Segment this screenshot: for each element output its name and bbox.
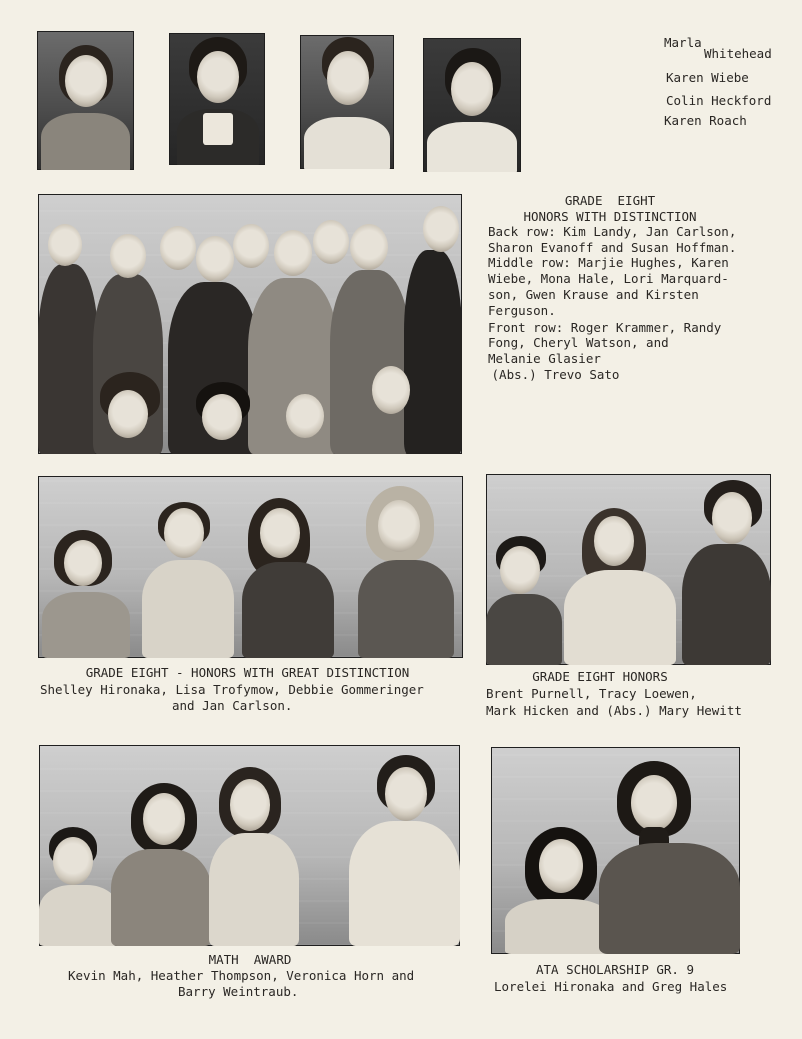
- distinction-line-7: Front row: Roger Krammer, Randy: [488, 320, 722, 335]
- ata-heading: ATA SCHOLARSHIP GR. 9: [535, 962, 695, 977]
- ata-scholarship-photo: [491, 747, 740, 954]
- honors-heading: GRADE EIGHT HONORS: [532, 669, 668, 684]
- honors-line-1: Brent Purnell, Tracy Loewen,: [486, 686, 697, 701]
- math-line-2: Barry Weintraub.: [178, 984, 299, 999]
- portrait-name-3: Colin Heckford: [666, 93, 772, 108]
- distinction-subheading: HONORS WITH DISTINCTION: [523, 209, 697, 224]
- ata-line-1: Lorelei Hironaka and Greg Hales: [494, 979, 728, 994]
- distinction-group-photo: [38, 194, 462, 454]
- portrait-name-4: Karen Roach: [664, 113, 747, 128]
- distinction-line-6: Ferguson.: [488, 303, 556, 318]
- honors-line-2: Mark Hicken and (Abs.) Mary Hewitt: [486, 703, 742, 718]
- distinction-line-8: Fong, Cheryl Watson, and: [488, 335, 669, 350]
- portrait-photo-2: [169, 33, 265, 165]
- distinction-line-4: Wiebe, Mona Hale, Lori Marquard-: [488, 271, 729, 286]
- honors-photo: [486, 474, 771, 665]
- math-heading: MATH AWARD: [208, 952, 292, 967]
- distinction-line-3: Middle row: Marjie Hughes, Karen: [488, 255, 729, 270]
- portrait-name-2: Karen Wiebe: [666, 70, 749, 85]
- great-distinction-line-1: Shelley Hironaka, Lisa Trofymow, Debbie Gommeringer: [40, 682, 424, 697]
- portrait-name-1a: Marla: [664, 35, 702, 50]
- great-distinction-line-2: and Jan Carlson.: [172, 698, 293, 713]
- portrait-photo-1: [37, 31, 134, 170]
- math-award-photo: [39, 745, 460, 946]
- portrait-photo-3: [300, 35, 394, 169]
- portrait-photo-4: [423, 38, 521, 172]
- math-line-1: Kevin Mah, Heather Thompson, Veronica Horn and: [68, 968, 415, 983]
- distinction-line-2: Sharon Evanoff and Susan Hoffman.: [488, 240, 737, 255]
- distinction-line-5: son, Gwen Krause and Kirsten: [488, 287, 699, 302]
- great-distinction-heading: GRADE EIGHT - HONORS WITH GREAT DISTINCTION: [85, 665, 410, 680]
- distinction-line-10: (Abs.) Trevo Sato: [484, 367, 620, 382]
- distinction-heading: GRADE EIGHT: [564, 193, 656, 208]
- portrait-name-1b: Whitehead: [704, 46, 772, 61]
- distinction-line-1: Back row: Kim Landy, Jan Carlson,: [488, 224, 737, 239]
- distinction-line-9: Melanie Glasier: [488, 351, 601, 366]
- great-distinction-photo: [38, 476, 463, 658]
